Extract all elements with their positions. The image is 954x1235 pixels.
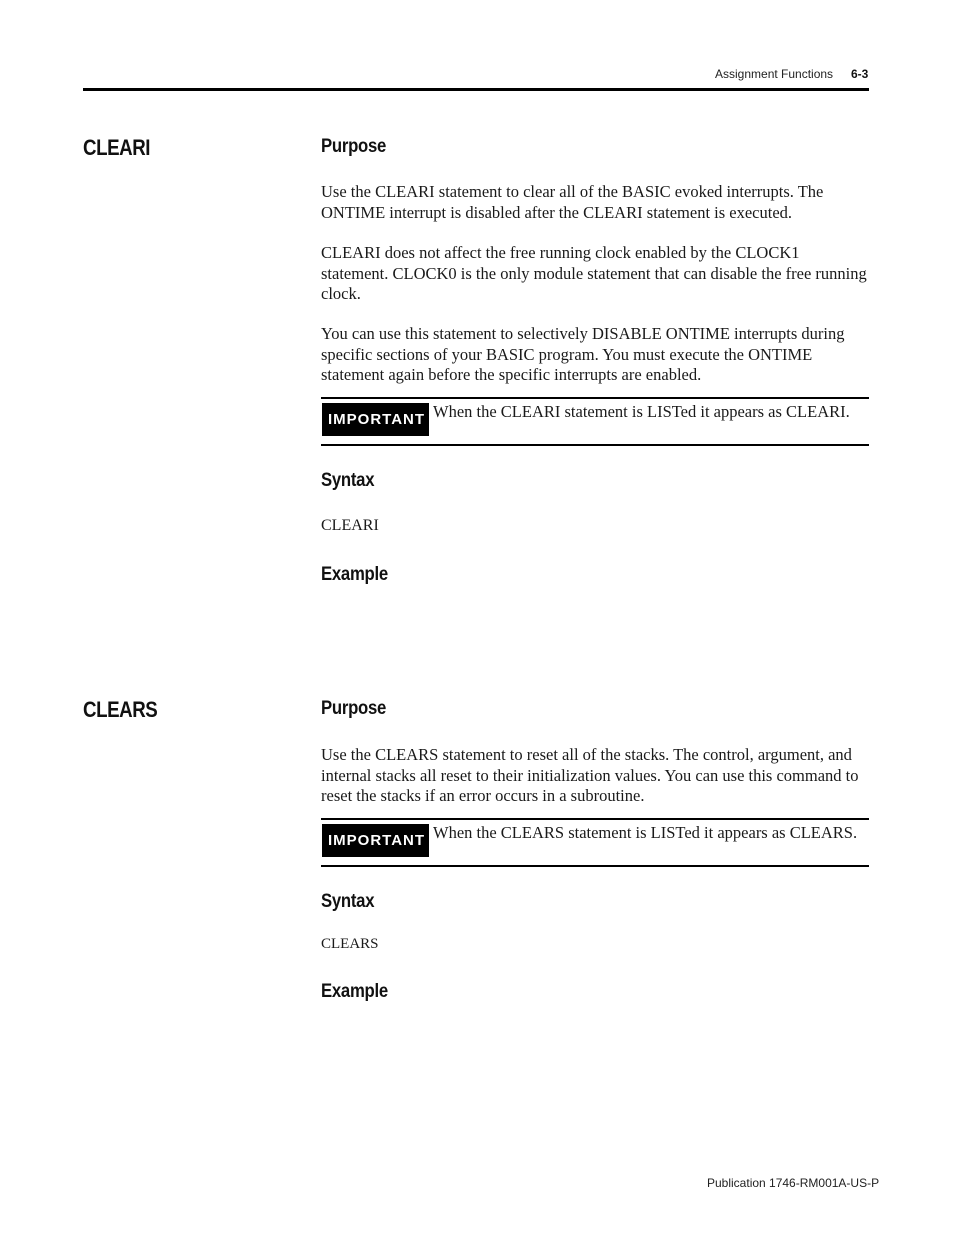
syntax-heading: Syntax	[321, 470, 375, 491]
purpose-paragraph: You can use this statement to selectively DISABLE ONTIME interrupts during specific sections of your BASIC program. You must execute the ONTIME statement again before the specific interrupts are enabled.	[321, 324, 845, 384]
purpose-heading: Purpose	[321, 136, 387, 157]
purpose-heading: Purpose	[321, 698, 387, 719]
header-rule	[83, 88, 869, 91]
example-heading: Example	[321, 981, 388, 1002]
purpose-paragraph: Use the CLEARS statement to reset all of the stacks. The control, argument, and internal stacks all reset to their initialization values. You can use this command to reset the stacks if an error occurs in a subroutine.	[321, 745, 859, 805]
page-number: 6-3	[851, 67, 869, 81]
important-note: When the CLEARI statement is LISTed it appears as CLEARI.	[433, 402, 850, 421]
important-note: When the CLEARS statement is LISTed it appears as CLEARS.	[433, 823, 858, 842]
important-bottom-rule	[321, 865, 869, 867]
syntax-text: CLEARI	[321, 517, 379, 534]
important-top-rule	[321, 818, 869, 820]
important-top-rule	[321, 397, 869, 399]
example-heading: Example	[321, 564, 388, 585]
syntax-heading: Syntax	[321, 891, 375, 912]
purpose-paragraph: Use the CLEARI statement to clear all of the BASIC evoked interrupts. The ONTIME interrupt is disabled after the CLEARI statement is executed.	[321, 182, 824, 222]
important-badge: IMPORTANT	[322, 403, 429, 436]
important-badge: IMPORTANT	[322, 824, 429, 857]
section-title-cleari: CLEARI	[83, 135, 151, 160]
section-title-clears: CLEARS	[83, 697, 158, 722]
syntax-text: CLEARS	[321, 936, 379, 952]
important-bottom-rule	[321, 444, 869, 446]
publication-footer: Publication 1746-RM001A-US-P	[707, 1176, 880, 1190]
purpose-paragraph: CLEARI does not affect the free running clock enabled by the CLOCK1 statement. CLOCK0 is the only module statement that can disable the free running clock.	[321, 243, 867, 303]
running-header-title: Assignment Functions	[715, 67, 834, 81]
